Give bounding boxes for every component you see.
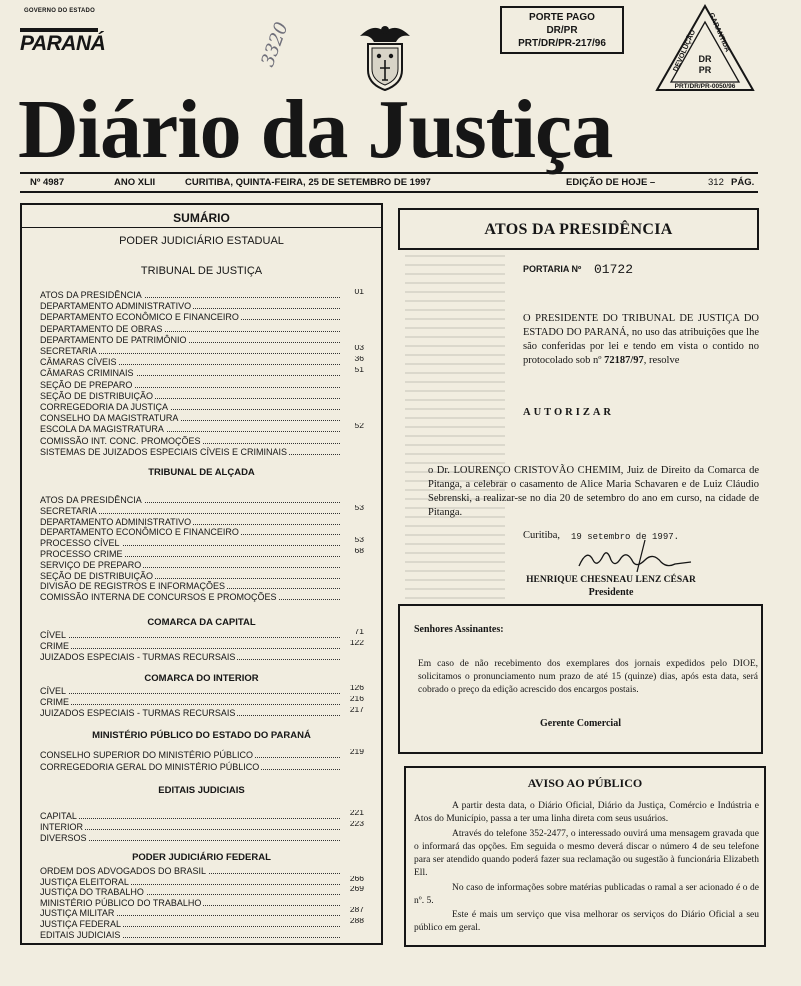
leader-dots — [40, 637, 340, 638]
summary-row[interactable] — [40, 390, 364, 402]
summary-row[interactable] — [40, 761, 364, 773]
stamp-line-2: DR/PR — [546, 25, 578, 36]
summary-row-page: 53 — [355, 537, 364, 545]
summary-row[interactable] — [40, 832, 364, 844]
summary-section-heading: MINISTÉRIO PÚBLICO DO ESTADO DO PARANÁ — [92, 730, 311, 741]
summary-row-page: 219 — [350, 749, 364, 757]
summary-row-label: DEPARTAMENTO DE OBRAS — [40, 323, 163, 334]
triangle-stamp-pr: PR — [698, 65, 712, 75]
summary-row-page: 223 — [350, 821, 364, 829]
leader-dots — [40, 693, 340, 694]
summary-row[interactable] — [40, 345, 364, 357]
summary-row-page: 216 — [350, 696, 364, 704]
summary-section-heading: PODER JUDICIÁRIO FEDERAL — [132, 852, 271, 863]
stamp-line-3: PRT/DR/PR-217/96 — [518, 38, 606, 49]
subscribers-heading: Senhores Assinantes: — [414, 624, 504, 635]
summary-row-label: DIVISÃO DE REGISTROS E INFORMAÇÕES — [40, 581, 226, 592]
summary-row[interactable] — [40, 323, 364, 335]
issue-pages-count: 312 — [708, 177, 724, 188]
newspaper-title: Diário da Justiça — [18, 83, 613, 176]
portaria-number: 01722 — [594, 262, 634, 277]
leader-dots — [40, 648, 340, 649]
summary-row-label: COMISSÃO INT. CONC. PROMOÇÕES — [40, 435, 201, 446]
summary-row-label: COMISSÃO INTERNA DE CONCURSOS E PROMOÇÕES — [40, 592, 277, 603]
summary-row-label: SEÇÃO DE DISTRIBUIÇÃO — [40, 390, 154, 401]
summary-row-label: CRIME — [40, 641, 69, 651]
subscribers-notice-box — [398, 604, 763, 754]
summary-row-label: PROCESSO CRIME — [40, 549, 123, 559]
summary-row-label: SEÇÃO DE DISTRIBUIÇÃO — [40, 570, 154, 581]
summary-row-label: SECRETARIA — [40, 505, 97, 516]
subscribers-sign: Gerente Comercial — [540, 718, 621, 729]
court-crest-icon — [356, 22, 414, 92]
summary-section-heading: TRIBUNAL DE ALÇADA — [148, 467, 255, 478]
summary-row-label: EDITAIS JUDICIAIS — [40, 929, 121, 940]
return-guaranteed-stamp — [655, 4, 755, 94]
summary-row-label: CÂMARAS CÍVEIS — [40, 357, 117, 368]
resolution-paragraph — [523, 312, 759, 368]
summary-row-page: 287 — [350, 907, 364, 915]
summary-section-heading: COMARCA DA CAPITAL — [147, 617, 256, 628]
summary-row-label: CONSELHO DA MAGISTRATURA — [40, 413, 179, 424]
signature-icon — [575, 538, 695, 576]
summary-row-label: DIVERSOS — [40, 833, 87, 843]
authorization-paragraph: o Dr. LOURENÇO CRISTOVÃO CHEMIM, Juiz de Direito da Comarca de Pitanga, a celebrar o casamento de Alice Maria Schavaren e de Luiz Cláudio Sebrenski, a realizar-se no dia 20 de setembro do ano em curso, na cidade de Pitanga. — [428, 465, 759, 518]
summary-row-label: CAPITAL — [40, 811, 77, 821]
summary-row[interactable] — [40, 651, 364, 663]
summary-row-label: DEPARTAMENTO ECONÔMICO E FINANCEIRO — [40, 312, 239, 323]
summary-row-label: DEPARTAMENTO ADMINISTRATIVO — [40, 301, 192, 312]
summary-row-page: 51 — [355, 367, 364, 375]
summary-row-label: ESCOLA DA MAGISTRATURA — [40, 424, 164, 435]
summary-row-label: CÍVEL — [40, 630, 67, 640]
summary-row[interactable] — [40, 423, 364, 435]
handwritten-note: 3320 — [257, 19, 293, 70]
resolution-text: O PRESIDENTE DO TRIBUNAL DE JUSTIÇA DO ESTADO DO PARANÁ, no uso das atribuições que lhe são conferidas por lei e tendo em vista o contido no protocolado sob nº — [523, 313, 759, 366]
summary-row-label: JUIZADOS ESPECIAIS - TURMAS RECURSAIS — [40, 708, 236, 718]
summary-row[interactable] — [40, 289, 364, 301]
summary-row-page: 36 — [355, 356, 364, 364]
summary-section-heading: EDITAIS JUDICIAIS — [158, 785, 245, 796]
summary-row-label: ATOS DA PRESIDÊNCIA — [40, 495, 142, 505]
issue-year: ANO XLII — [114, 177, 156, 188]
summary-row-label: SERVIÇO DE PREPARO — [40, 559, 142, 570]
summary-row[interactable] — [40, 334, 364, 346]
summary-row-label: PROCESSO CÍVEL — [40, 538, 120, 549]
summary-row[interactable] — [40, 446, 364, 458]
summary-title: SUMÁRIO — [173, 211, 230, 225]
summary-row-label: SEÇÃO DE PREPARO — [40, 379, 133, 390]
issue-line — [20, 172, 758, 193]
leader-dots — [40, 704, 340, 705]
issue-place-date: CURITIBA, QUINTA-FEIRA, 25 DE SETEMBRO DE 1997 — [185, 177, 431, 188]
government-label: GOVERNO DO ESTADO — [24, 8, 95, 14]
summary-row-page: 288 — [350, 918, 364, 926]
summary-row[interactable] — [40, 929, 364, 941]
summary-row-label: CORREGEDORIA GERAL DO MINISTÉRIO PÚBLICO — [40, 761, 260, 772]
summary-section-heading: COMARCA DO INTERIOR — [144, 673, 259, 684]
summary-row-label: JUSTIÇA DO TRABALHO — [40, 887, 144, 898]
summary-row[interactable] — [40, 591, 364, 603]
summary-row[interactable] — [40, 707, 364, 719]
triangle-stamp-dr: DR — [698, 54, 712, 64]
authorize-heading: AUTORIZAR — [523, 407, 614, 418]
summary-row-page: 126 — [350, 685, 364, 693]
portaria-label: PORTARIA Nº — [523, 264, 582, 274]
summary-row-page: 221 — [350, 810, 364, 818]
summary-section-heading: TRIBUNAL DE JUSTIÇA — [140, 265, 263, 277]
issue-number: Nº 4987 — [30, 177, 65, 188]
summary-row[interactable] — [40, 367, 364, 379]
place-label: Curitiba, — [523, 530, 561, 541]
summary-subtitle: PODER JUDICIÁRIO ESTADUAL — [119, 235, 284, 247]
state-logo: PARANÁ — [20, 32, 106, 55]
resolution-end: , resolve — [643, 355, 680, 366]
summary-row-label: CÂMARAS CRIMINAIS — [40, 368, 134, 379]
summary-row-label: SECRETARIA — [40, 346, 97, 356]
public-notice-p2: Através do telefone 352-2477, o interessado ouvirá uma mensagem gravada que o informará das opções. Em seguida o mesmo deverá discar o número 4 de seu telefone para ser atendido quando poderá fazer sua reclamação ou sugestão à funcionária Elizabeth Ell. — [414, 829, 759, 878]
leader-dots — [40, 829, 340, 830]
issue-edition: EDIÇÃO DE HOJE – — [566, 177, 656, 188]
summary-row-label: CRIME — [40, 697, 69, 707]
summary-row-label: MINISTÉRIO PÚBLICO DO TRABALHO — [40, 897, 202, 908]
summary-row-page: 03 — [355, 345, 364, 353]
summary-row[interactable] — [40, 749, 364, 761]
summary-row-label: DEPARTAMENTO ECONÔMICO E FINANCEIRO — [40, 527, 239, 538]
issue-pages-label: PÁG. — [731, 177, 755, 188]
subscribers-body: Em caso de não recebimento dos exemplares dos jornais expedidos pelo DIOE, solicitamos o pronunciamento num prazo de até 15 (quinze) dias, após esta data, será cobrado o preço da edição acrescido dos encargos postais. — [418, 659, 758, 695]
summary-row-label: JUIZADOS ESPECIAIS - TURMAS RECURSAIS — [40, 652, 236, 662]
svg-text:DEVOLUÇÃO — [672, 29, 697, 73]
summary-row-label: SISTEMAS DE JUIZADOS ESPECIAIS CÍVEIS E CRIMINAIS — [40, 446, 288, 457]
leader-dots — [40, 818, 340, 819]
summary-row[interactable] — [40, 401, 364, 413]
summary-row-label: JUSTIÇA ELEITORAL — [40, 876, 129, 887]
summary-row-label: CORREGEDORIA DA JUSTIÇA — [40, 402, 169, 412]
typed-date: 19 setembro de 1997. — [571, 532, 680, 542]
summary-row-page: 71 — [355, 629, 364, 637]
summary-row-page: 269 — [350, 886, 364, 894]
signer-role: Presidente — [588, 587, 634, 598]
public-notice-box — [404, 766, 766, 947]
bleed-through-text — [405, 255, 505, 605]
summary-row-label: CÍVEL — [40, 686, 67, 696]
summary-row-label: INTERIOR — [40, 822, 84, 832]
section-title-box: ATOS DA PRESIDÊNCIA — [398, 208, 759, 250]
signer-name: HENRIQUE CHESNEAU LENZ CÉSAR — [526, 575, 696, 585]
summary-row-page: 68 — [355, 548, 364, 556]
summary-divider — [22, 227, 381, 228]
public-notice-p3: No caso de informações sobre matérias publicadas o ramal a ser acionado é o de nº. 5. — [414, 883, 759, 906]
summary-row[interactable] — [40, 300, 364, 312]
summary-row-label: ATOS DA PRESIDÊNCIA — [40, 290, 142, 300]
summary-row-page: 52 — [355, 423, 364, 431]
summary-row[interactable] — [40, 435, 364, 447]
summary-row-label: JUSTIÇA FEDERAL — [40, 919, 122, 929]
summary-row-page: 217 — [350, 707, 364, 715]
summary-row-label: JUSTIÇA MILITAR — [40, 908, 115, 919]
triangle-stamp-right: GARANTIDA — [707, 11, 731, 54]
triangle-stamp-left: DEVOLUÇÃO — [672, 29, 698, 73]
summary-row-page: 122 — [350, 640, 364, 648]
public-notice-title: AVISO AO PÚBLICO — [527, 776, 643, 790]
summary-box — [20, 203, 383, 945]
stamp-line-1: PORTE PAGO — [529, 12, 595, 23]
summary-row-page: 53 — [355, 505, 364, 513]
summary-row-label: CONSELHO SUPERIOR DO MINISTÉRIO PÚBLICO — [40, 750, 254, 760]
postage-paid-stamp — [500, 6, 624, 54]
protocol-ref: 72187/97 — [604, 355, 644, 366]
summary-row[interactable] — [40, 379, 364, 391]
summary-row[interactable] — [40, 311, 364, 323]
summary-row-page: 01 — [355, 289, 364, 297]
public-notice-p1: A partir desta data, o Diário Oficial, Diário da Justiça, Comércio e Indústria e Atos do Município, passa a ter uma linha direta com seus usuários. — [414, 801, 759, 824]
summary-row[interactable] — [40, 356, 364, 368]
triangle-stamp-code: PRT/DR/PR-0050/96 — [674, 83, 736, 90]
summary-row-page: 266 — [350, 876, 364, 884]
summary-row-label: DEPARTAMENTO DE PATRIMÔNIO — [40, 334, 187, 345]
summary-row-label: ORDEM DOS ADVOGADOS DO BRASIL — [40, 866, 207, 876]
summary-row-label: DEPARTAMENTO ADMINISTRATIVO — [40, 516, 192, 527]
summary-row[interactable] — [40, 412, 364, 424]
public-notice-p4: Este é mais um serviço que visa melhorar os serviços do Diário Oficial a seu público em geral. — [414, 910, 759, 933]
